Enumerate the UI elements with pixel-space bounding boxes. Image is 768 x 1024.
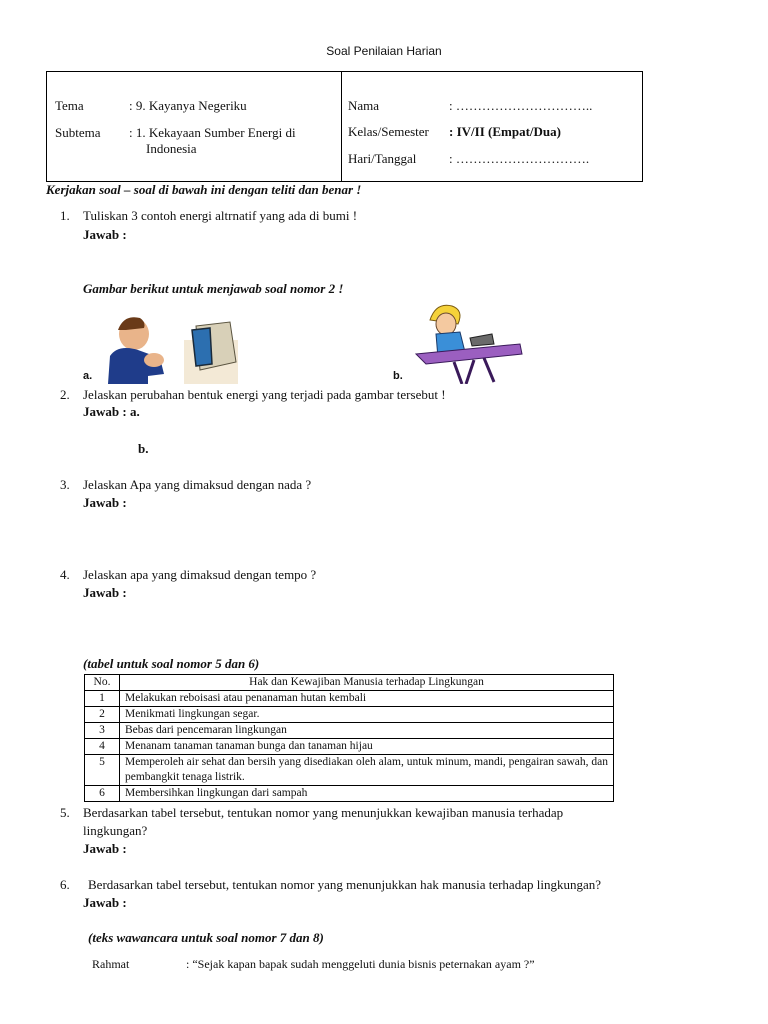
q3-text: Jelaskan Apa yang dimaksud dengan nada ? (83, 477, 312, 492)
row-number: 6 (85, 786, 120, 802)
kelas-value: : IV/II (Empat/Dua) (449, 124, 561, 139)
header-divider (341, 72, 342, 181)
page-title: Soal Penilaian Harian (326, 44, 442, 58)
q5-text: Berdasarkan tabel tersebut, tentukan nomor yang menunjukkan kewajiban manusia terhadap (83, 805, 564, 820)
table-header-title: Hak dan Kewajiban Manusia terhadap Lingkungan (120, 675, 614, 691)
images-caption: Gambar berikut untuk menjawab soal nomor 2 ! (83, 281, 344, 296)
q3-number: 3. (60, 477, 70, 492)
table-header-row (85, 675, 614, 691)
kelas-label: Kelas/Semester (348, 124, 429, 139)
q1-number: 1. (60, 208, 70, 223)
table-row (85, 707, 614, 723)
row-text: Melakukan reboisasi atau penanaman hutan kembali (120, 691, 614, 707)
interview-caption: (teks wawancara untuk soal nomor 7 dan 8) (88, 930, 324, 945)
img-b-label: b. (393, 370, 403, 382)
q2-number: 2. (60, 387, 70, 402)
table-row (85, 723, 614, 739)
header-box (46, 71, 643, 182)
nama-label: Nama (348, 98, 380, 113)
table-row (85, 755, 614, 786)
img-a-label: a. (83, 370, 93, 382)
q2-text: Jelaskan perubahan bentuk energi yang terjadi pada gambar tersebut ! (83, 387, 446, 402)
q4-jawab: Jawab : (83, 585, 127, 600)
interview-line: : “Sejak kapan bapak sudah menggeluti dunia bisnis peternakan ayam ?” (186, 957, 535, 971)
row-number: 2 (85, 707, 120, 723)
subtema-value-line2: Indonesia (146, 141, 197, 156)
row-text: Menanam tanaman tanaman bunga dan tanaman hijau (120, 739, 614, 755)
nama-value: : ………………………….. (449, 98, 593, 113)
table-row (85, 786, 614, 802)
row-text: Bebas dari pencemaran lingkungan (120, 723, 614, 739)
interview-speaker: Rahmat (92, 957, 130, 971)
q4-text: Jelaskan apa yang dimaksud dengan tempo ? (83, 567, 317, 582)
q6-number: 6. (60, 877, 70, 892)
person-computer-illustration (104, 300, 238, 384)
q6-jawab: Jawab : (83, 895, 127, 910)
row-number: 4 (85, 739, 120, 755)
row-text: Memperoleh air sehat dan bersih yang disediakan oleh alam, untuk minum, mandi, pengairan sawah, dan pembangkit tenaga listrik. (120, 755, 614, 786)
tema-label: Tema (55, 98, 84, 113)
q5-jawab: Jawab : (83, 841, 127, 856)
row-text: Membersihkan lingkungan dari sampah (120, 786, 614, 802)
row-number: 5 (85, 755, 120, 786)
table-row (85, 739, 614, 755)
q1-text: Tuliskan 3 contoh energi altrnatif yang ada di bumi ! (83, 208, 358, 223)
q6-text: Berdasarkan tabel tersebut, tentukan nomor yang menunjukkan hak manusia terhadap lingkungan? (88, 877, 601, 892)
person-ironing-illustration (414, 298, 524, 384)
table-caption: (tabel untuk soal nomor 5 dan 6) (83, 656, 260, 671)
table-header-no: No. (85, 675, 120, 691)
hari-value: : …………………………. (449, 151, 590, 166)
q5-number: 5. (60, 805, 70, 820)
q1-jawab: Jawab : (83, 227, 127, 242)
row-number: 3 (85, 723, 120, 739)
q5-text-line2: lingkungan? (83, 823, 148, 838)
q3-jawab: Jawab : (83, 495, 127, 510)
row-text: Menikmati lingkungan segar. (120, 707, 614, 723)
tema-value: : 9. Kayanya Negeriku (129, 98, 247, 113)
q2-jawab-b: b. (138, 441, 149, 456)
subtema-value: : 1. Kekayaan Sumber Energi di (129, 125, 296, 140)
q4-number: 4. (60, 567, 70, 582)
q2-jawab-a: Jawab : a. (83, 404, 140, 419)
subtema-label: Subtema (55, 125, 101, 140)
row-number: 1 (85, 691, 120, 707)
hari-label: Hari/Tanggal (348, 151, 417, 166)
instruction: Kerjakan soal – soal di bawah ini dengan teliti dan benar ! (46, 182, 362, 197)
table-row (85, 691, 614, 707)
rights-duties-table (84, 674, 614, 802)
